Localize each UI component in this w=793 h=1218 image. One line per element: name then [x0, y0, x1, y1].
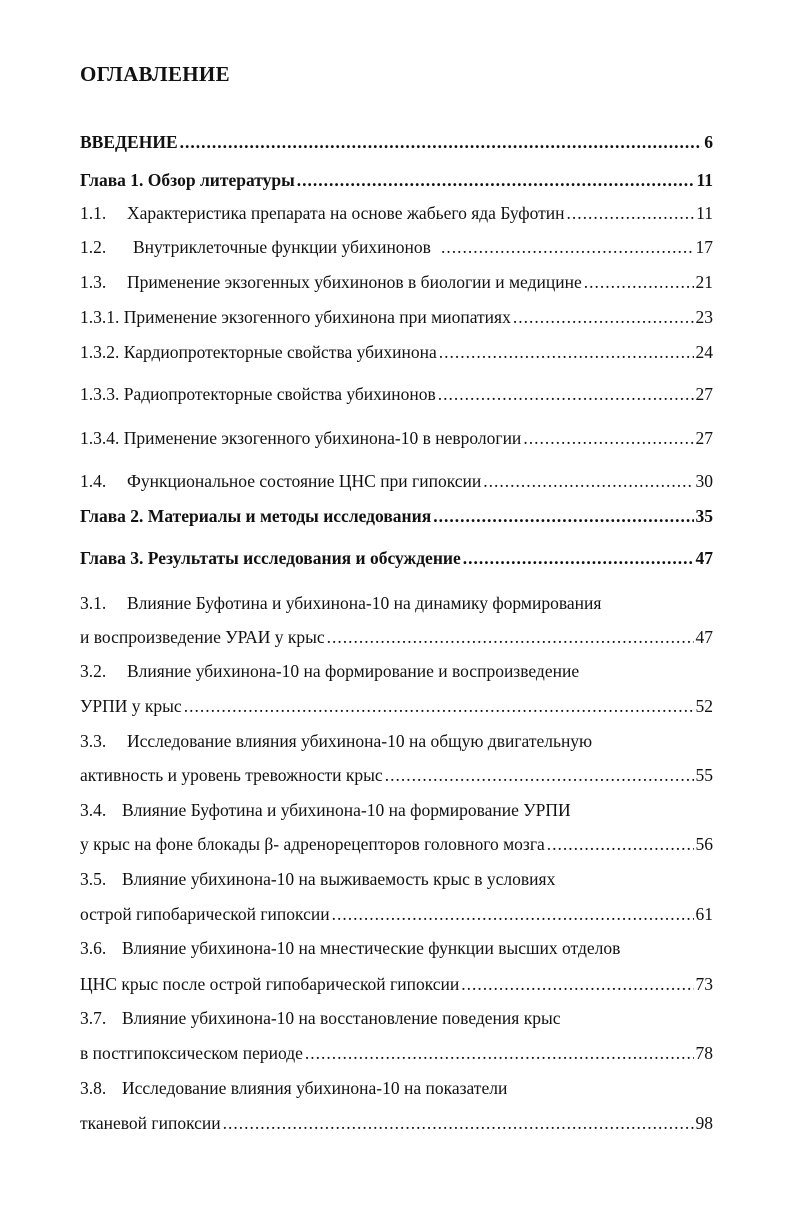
toc-entry-chapter-1[interactable]	[80, 168, 713, 192]
toc-entry-title-continued: ЦНС крыс после острой гипобарической гипоксии	[80, 974, 460, 994]
toc-entry-3-8-first-line[interactable]	[80, 1076, 507, 1100]
toc-entry-number: 3.1.	[80, 593, 107, 613]
toc-entry-page: 23	[695, 307, 713, 327]
toc-entry-page: 56	[695, 834, 713, 854]
toc-entry-title: Исследование влияния убихинона-10 на общую двигательную	[127, 731, 593, 751]
toc-entry-title: Влияние убихинона-10 на мнестические функции высших отделов	[122, 938, 621, 958]
toc-entry-title: Влияние убихинона-10 на восстановление поведения крыс	[122, 1008, 561, 1028]
toc-entry-3-4[interactable]	[80, 832, 713, 856]
toc-entry-page: 47	[695, 548, 713, 568]
toc-entry-title: Исследование влияния убихинона-10 на показатели	[122, 1078, 508, 1098]
toc-entry-title: Применение экзогенных убихинонов в биологии и медицине	[127, 272, 582, 292]
toc-entry-number: 3.7.	[80, 1008, 107, 1028]
toc-entry-number: 1.3.	[80, 272, 107, 292]
toc-entry-page: 21	[695, 272, 713, 292]
toc-entry-page: 35	[695, 506, 713, 526]
toc-entry-3-7-first-line[interactable]	[80, 1006, 560, 1030]
toc-entry-page: 73	[695, 974, 713, 994]
toc-leader-dots	[523, 426, 693, 450]
toc-entry-3-5-first-line[interactable]	[80, 867, 555, 891]
toc-leader-dots	[332, 902, 694, 926]
toc-leader-dots	[441, 235, 694, 259]
toc-leader-dots	[438, 382, 694, 406]
toc-entry-title: 1.3.4. Применение экзогенного убихинона-10 в неврологии	[80, 428, 522, 448]
toc-entry-title-continued: острой гипобарической гипоксии	[80, 904, 330, 924]
toc-entry-number: 3.8.	[80, 1078, 107, 1098]
toc-entry-title: Влияние убихинона-10 на выживаемость крыс в условиях	[122, 869, 556, 889]
toc-entry-3-5[interactable]	[80, 902, 713, 926]
toc-entry-title: Характеристика препарата на основе жабьего яда Буфотин	[127, 203, 565, 223]
toc-entry-page: 24	[695, 342, 713, 362]
toc-entry-page: 17	[695, 237, 713, 257]
toc-entry-1-3[interactable]	[80, 270, 713, 294]
toc-entry-3-6-first-line[interactable]	[80, 936, 620, 960]
toc-entry-page: 27	[695, 384, 713, 404]
toc-entry-page: 6	[704, 132, 713, 152]
toc-entry-3-3[interactable]	[80, 763, 713, 787]
toc-entry-page: 98	[695, 1113, 713, 1133]
toc-entry-title: Глава 1. Обзор литературы	[80, 170, 295, 190]
toc-entry-title-continued: и воспроизведение УРАИ у крыс	[80, 627, 325, 647]
toc-entry-chapter-3[interactable]	[80, 546, 713, 570]
toc-entry-3-3-first-line[interactable]	[80, 729, 592, 753]
toc-leader-dots	[566, 201, 694, 225]
toc-leader-dots	[513, 305, 694, 329]
toc-entry-3-1[interactable]	[80, 625, 713, 649]
toc-entry-title: 1.3.2. Кардиопротекторные свойства убихинона	[80, 342, 437, 362]
toc-entry-page: 27	[695, 428, 713, 448]
toc-entry-page: 11	[696, 203, 713, 223]
toc-entry-1-3-3[interactable]	[80, 382, 713, 406]
toc-entry-1-3-2[interactable]	[80, 340, 713, 364]
toc-entry-title-continued: УРПИ у крыс	[80, 696, 182, 716]
toc-entry-page: 78	[695, 1043, 713, 1063]
toc-entry-title: 1.3.1. Применение экзогенного убихинона при миопатиях	[80, 307, 511, 327]
toc-entry-1-3-4[interactable]	[80, 426, 713, 450]
toc-entry-number: 3.3.	[80, 731, 107, 751]
toc-entry-1-4[interactable]	[80, 469, 713, 493]
toc-entry-number: 3.4.	[80, 800, 107, 820]
toc-leader-dots	[305, 1041, 694, 1065]
toc-entry-chapter-2[interactable]	[80, 504, 713, 528]
toc-leader-dots	[439, 340, 694, 364]
toc-entry-page: 52	[695, 696, 713, 716]
toc-entry-title-continued: в постгипоксическом периоде	[80, 1043, 303, 1063]
toc-entry-number: 1.4.	[80, 471, 107, 491]
toc-leader-dots	[223, 1111, 694, 1135]
toc-leader-dots	[547, 832, 694, 856]
toc-entry-page: 55	[695, 765, 713, 785]
toc-leader-dots	[180, 130, 703, 154]
toc-leader-dots	[483, 469, 693, 493]
toc-entry-title: Функциональное состояние ЦНС при гипоксии	[127, 471, 482, 491]
toc-entry-number: 1.2.	[80, 237, 107, 257]
toc-entry-3-2[interactable]	[80, 694, 713, 718]
toc-entry-introduction[interactable]	[80, 130, 713, 154]
toc-leader-dots	[433, 504, 693, 528]
toc-leader-dots	[461, 972, 693, 996]
toc-entry-3-8[interactable]	[80, 1111, 713, 1135]
toc-entry-3-2-first-line[interactable]	[80, 659, 579, 683]
toc-leader-dots	[327, 625, 694, 649]
toc-leader-dots	[463, 546, 694, 570]
toc-entry-page: 61	[695, 904, 713, 924]
toc-entry-title: Глава 2. Материалы и методы исследования	[80, 506, 432, 526]
toc-entry-title-continued: активность и уровень тревожности крыс	[80, 765, 383, 785]
toc-entry-page: 47	[695, 627, 713, 647]
toc-entry-title-continued: у крыс на фоне блокады β- адренорецепторов головного мозга	[80, 834, 545, 854]
toc-heading: ОГЛАВЛЕНИЕ	[80, 62, 230, 86]
toc-entry-number: 1.1.	[80, 203, 107, 223]
toc-entry-title: 1.3.3. Радиопротекторные свойства убихинонов	[80, 384, 436, 404]
toc-entry-1-3-1[interactable]	[80, 305, 713, 329]
toc-entry-title: Влияние Буфотина и убихинона-10 на динамику формирования	[127, 593, 602, 613]
toc-entry-3-7[interactable]	[80, 1041, 713, 1065]
toc-entry-title: Влияние убихинона-10 на формирование и воспроизведение	[127, 661, 580, 681]
toc-entry-page: 30	[695, 471, 713, 491]
toc-entry-3-4-first-line[interactable]	[80, 798, 571, 822]
toc-entry-title: ВВЕДЕНИЕ	[80, 132, 178, 152]
toc-entry-1-1[interactable]	[80, 201, 713, 225]
toc-leader-dots	[385, 763, 694, 787]
toc-entry-3-1-first-line[interactable]	[80, 591, 601, 615]
toc-entry-title: Глава 3. Результаты исследования и обсуждение	[80, 548, 461, 568]
toc-entry-title: Влияние Буфотина и убихинона-10 на формирование УРПИ	[122, 800, 571, 820]
toc-entry-page: 11	[696, 170, 713, 190]
toc-entry-number: 3.5.	[80, 869, 107, 889]
toc-entry-number: 3.2.	[80, 661, 107, 681]
toc-entry-number: 3.6.	[80, 938, 107, 958]
toc-leader-dots	[184, 694, 694, 718]
toc-leader-dots	[584, 270, 694, 294]
toc-entry-1-2[interactable]	[80, 235, 713, 259]
toc-leader-dots	[297, 168, 695, 192]
toc-entry-title-continued: тканевой гипоксии	[80, 1113, 221, 1133]
toc-entry-title: Внутриклеточные функции убихинонов	[133, 237, 431, 257]
toc-entry-3-6[interactable]	[80, 972, 713, 996]
